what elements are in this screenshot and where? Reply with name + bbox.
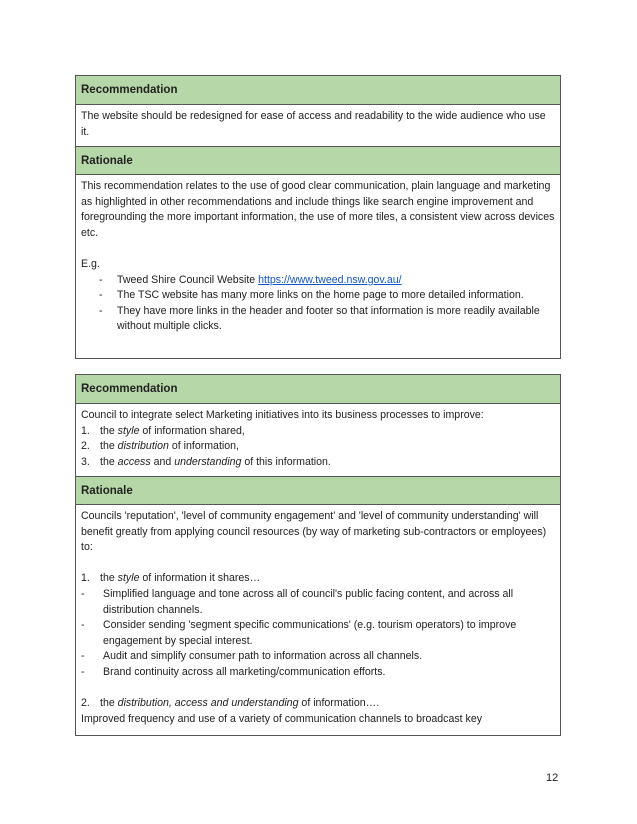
recommendation-text: The website should be redesigned for ease of access and readability to the wide audience who use it. xyxy=(81,110,546,138)
rationale-last-line: Improved frequency and use of a variety of communication channels to broadcast key xyxy=(81,712,483,725)
recommendation-table-2 xyxy=(75,374,561,736)
bullet-marker: - xyxy=(99,273,103,286)
page-number: 12 xyxy=(546,772,559,784)
list-item xyxy=(81,288,555,304)
recommendation-body xyxy=(76,105,560,147)
bullet-marker: - xyxy=(99,304,103,317)
list-item: 3. the access and understanding of this information. xyxy=(81,455,331,468)
recommendation-header: Recommendation xyxy=(76,375,560,404)
tsc-website-link[interactable]: https://www.tweed.nsw.gov.au/ xyxy=(258,273,402,286)
list-item xyxy=(81,273,555,289)
list-item: - Brand continuity across all marketing/communication efforts. xyxy=(81,665,555,681)
list-item: - Audit and simplify consumer path to information across all channels. xyxy=(81,649,555,665)
dash-marker: - xyxy=(81,619,85,632)
list-item: 1. the style of information it shares… xyxy=(81,572,261,585)
bullet-text: The TSC website has many more links on the home page to more detailed information. xyxy=(117,289,524,302)
dash-marker: - xyxy=(81,665,85,678)
dash-marker: - xyxy=(81,650,85,663)
list-item: - Consider sending 'segment specific communications' (e.g. tourism operators) to improve engagement by special interest. xyxy=(81,618,555,649)
recommendation-intro: Council to integrate select Marketing initiatives into its business processes to improve: xyxy=(81,409,484,421)
rationale-paragraph: Councils 'reputation', 'level of community engagement' and 'level of community understanding' will benefit greatly from applying council resources (by way of marketing sub-contractors or employees) to: xyxy=(81,510,547,554)
list-item: - Simplified language and tone across all of council's public facing content, and across all distribution channels. xyxy=(81,587,555,618)
recommendation-body xyxy=(76,404,560,477)
rationale-header: Rationale xyxy=(76,147,560,175)
rationale-paragraph: This recommendation relates to the use of good clear communication, plain language and marketing as highlighted in other recommendations and include things like search engine improvement and foregrounding the more important information, the use of more tiles, a consistent view across devices etc. xyxy=(81,180,555,239)
rationale-body xyxy=(76,175,560,340)
list-item: 2. the distribution, access and understanding of information…. xyxy=(81,697,380,710)
dash-marker: - xyxy=(81,587,85,600)
list-item xyxy=(81,304,555,335)
bullet-marker: - xyxy=(99,289,103,302)
recommendation-header: Recommendation xyxy=(76,76,560,105)
rationale-header: Rationale xyxy=(76,477,560,505)
list-item: 2. the distribution of information, xyxy=(81,440,239,453)
eg-label: E.g. xyxy=(81,257,100,270)
recommendation-table-1 xyxy=(75,75,561,359)
list-item: 1. the style of information shared, xyxy=(81,424,245,437)
bullet-text: Tweed Shire Council Website xyxy=(117,273,259,286)
bullet-text: They have more links in the header and footer so that information is more readily available without multiple clicks. xyxy=(117,304,540,333)
rationale-body xyxy=(76,505,560,732)
